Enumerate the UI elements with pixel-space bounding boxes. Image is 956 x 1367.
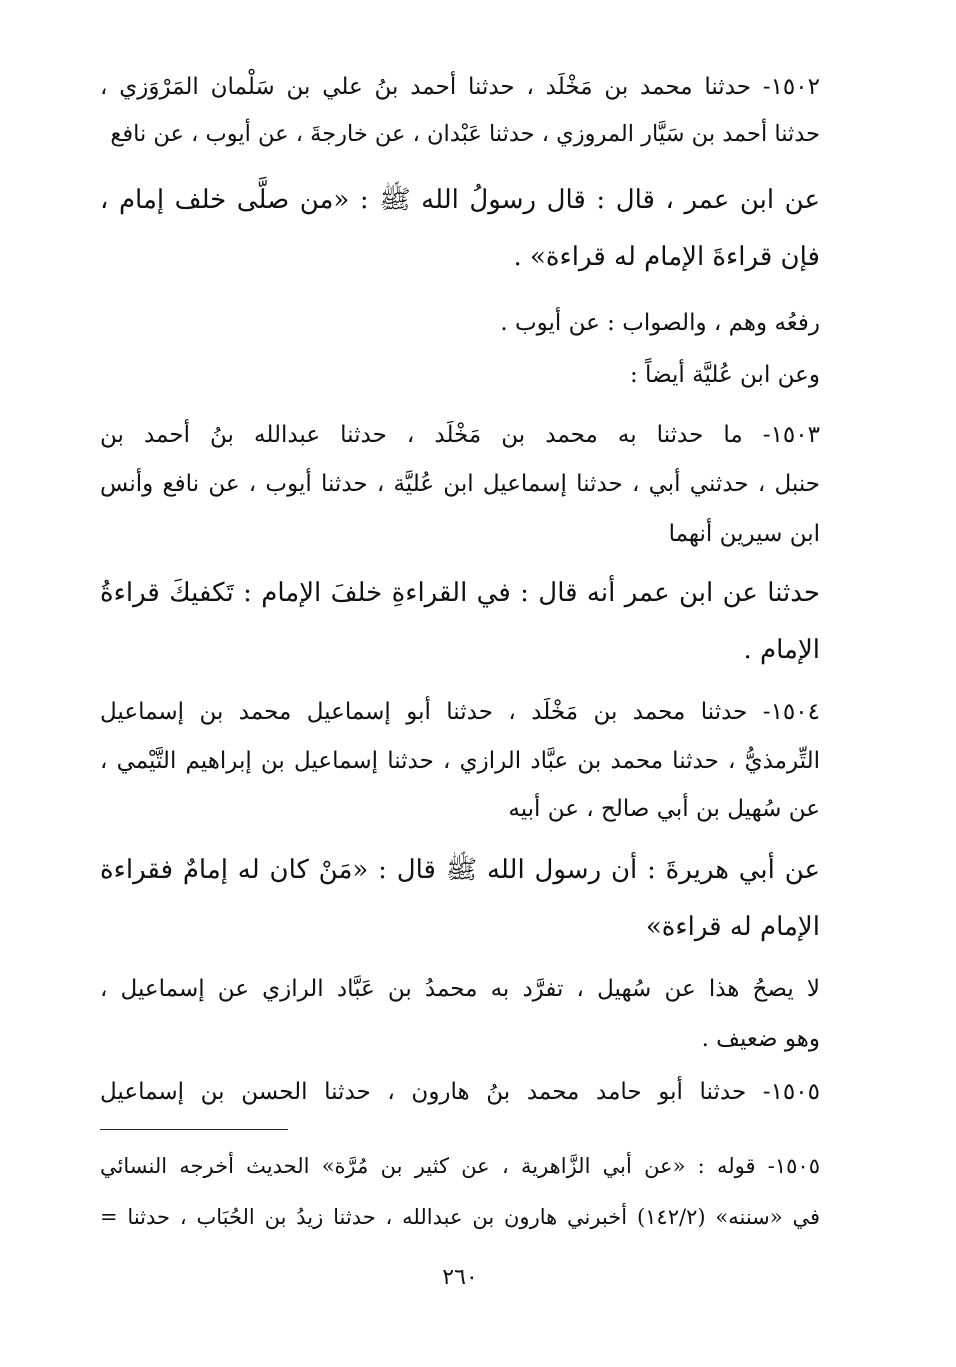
hadith-text-line-3: حدثنا عن ابن عمر أنه قال : في القراءةِ خلفَ الإمام : تَكفيكَ قراءةُ	[100, 578, 820, 608]
hadith-text-line-1: عن ابن عمر ، قال : قال رسولُ الله ﷺ : «من صلَّى خلف إمام ،	[100, 185, 820, 215]
body-line-4: حنبل ، حدثني أبي ، حدثنا إسماعيل ابن عُليَّة ، حدثنا أيوب ، عن نافع وأنس	[100, 471, 820, 497]
hadith-text-line-5: عن أبي هريرةَ : أن رسول الله ﷺ قال : «مَنْ كان له إمامٌ فقراءة	[100, 855, 820, 885]
body-line-6: ١٥٠٤- حدثنا محمد بن مَخْلَد ، حدثنا أبو إسماعيل محمد بن إسماعيل	[100, 699, 820, 725]
hadith-text-line-6: الإمام له قراءة»	[645, 912, 820, 942]
page-number: ٢٦٠	[442, 1265, 478, 1290]
hadith-text-line-2: فإن قراءةَ الإمام له قراءة» .	[513, 242, 820, 272]
book-page	[100, 60, 820, 1350]
body-line-5: ابن سيرين أنهما	[668, 521, 820, 547]
body-line-7: التِّرمذيُّ ، حدثنا محمد بن عبَّاد الرازي ، حدثنا إسماعيل بن إبراهيم التَّيْمي ،	[100, 748, 820, 774]
body-line-8: عن سُهيل بن أبي صالح ، عن أبيه	[508, 796, 820, 822]
comment-line-1: رفعُه وهم ، والصواب : عن أيوب .	[500, 310, 820, 336]
comment-line-2: وعن ابن عُليَّة أيضاً :	[630, 362, 820, 388]
footnote-line-2: في «سننه» (١٤٢/٢) أخبرني هارون بن عبدالله ، حدثنا زيدُ بن الحُبَاب ، حدثنا =	[100, 1205, 820, 1229]
comment-line-3: لا يصحُ هذا عن سُهيل ، تفرَّد به محمدُ بن عَبَّاد الرازي عن إسماعيل ،	[100, 976, 820, 1002]
body-line-3: ١٥٠٣- ما حدثنا به محمد بن مَخْلَد ، حدثنا عبدالله بنُ أحمد بن	[100, 422, 820, 448]
body-line-9: ١٥٠٥- حدثنا أبو حامد محمد بنُ هارون ، حدثنا الحسن بن إسماعيل	[100, 1079, 820, 1105]
hadith-text-line-4: الإمام .	[743, 635, 820, 665]
comment-line-4: وهو ضعيف .	[701, 1026, 820, 1052]
body-line-2: حدثنا أحمد بن سَيَّار المروزي ، حدثنا عَبْدان ، عن خارجةَ ، عن أيوب ، عن نافع	[110, 121, 820, 147]
footnote-separator	[100, 1129, 288, 1130]
footnote-line-1: ١٥٠٥- قوله : «عن أبي الزَّاهرية ، عن كثير بن مُرَّة» الحديث أخرجه النسائي	[100, 1154, 820, 1178]
body-line-1: ١٥٠٢- حدثنا محمد بن مَخْلَد ، حدثنا أحمد بنُ علي بن سَلْمان المَرْوَزي ،	[100, 74, 820, 100]
